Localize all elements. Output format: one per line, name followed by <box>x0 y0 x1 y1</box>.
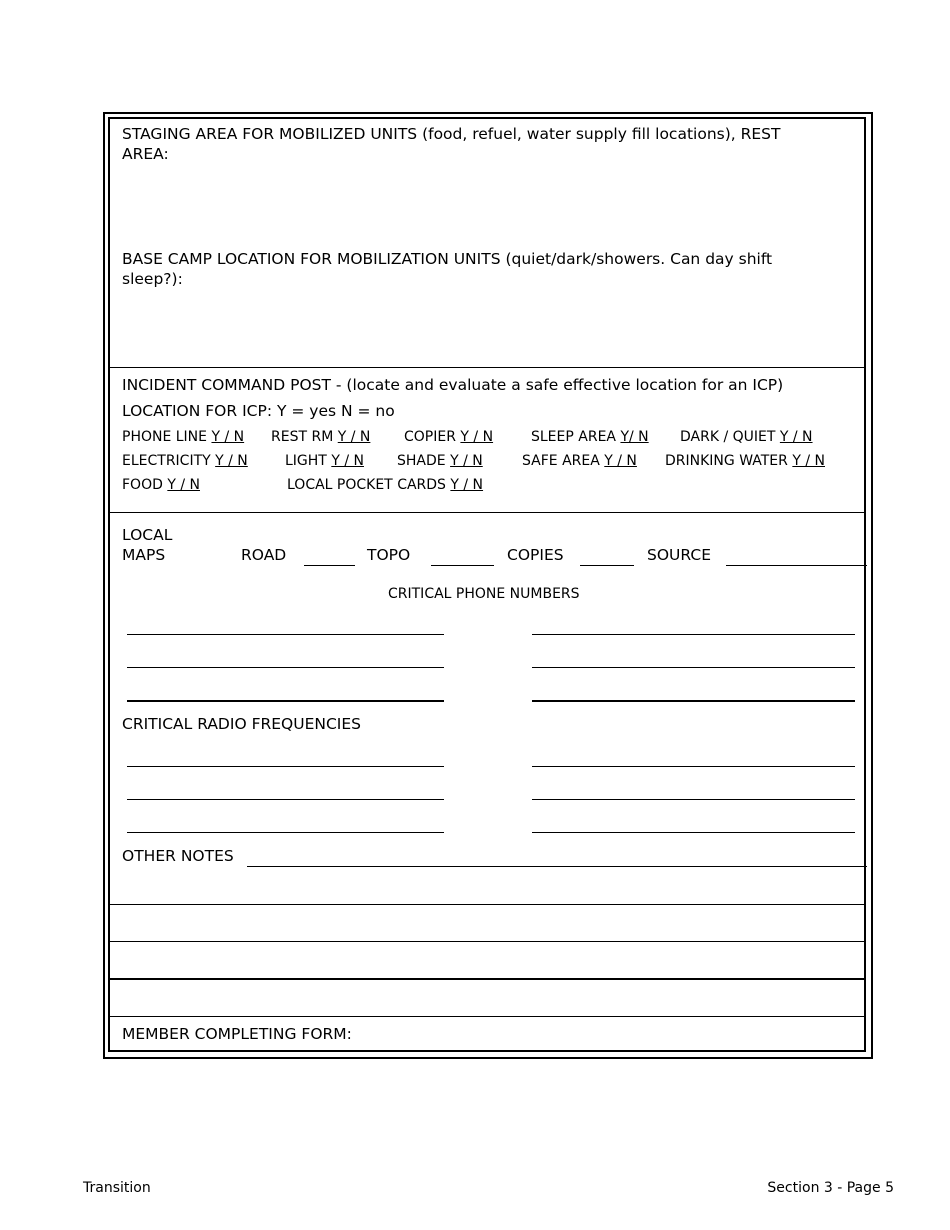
icp-title: INCIDENT COMMAND POST - (locate and evaluate a safe effective location for an ICP) <box>122 376 784 394</box>
yes-no-field[interactable]: Y / N <box>450 477 484 493</box>
local-maps-label-line2: MAPS <box>122 546 166 564</box>
icp-item-light: LIGHT Y / N <box>285 453 364 469</box>
icp-item-safe-area: SAFE AREA Y / N <box>522 453 637 469</box>
radio-frequency-line[interactable] <box>532 766 855 767</box>
radio-frequency-line[interactable] <box>532 799 855 800</box>
icp-item-dark-quiet: DARK / QUIET Y / N <box>680 429 813 445</box>
icp-item-sleep-area: SLEEP AREA Y/ N <box>531 429 649 445</box>
member-completing-form-label: MEMBER COMPLETING FORM: <box>122 1025 352 1043</box>
staging-area-label-cont: AREA: <box>122 145 169 163</box>
notes-row-line[interactable] <box>110 904 866 905</box>
yes-no-field[interactable]: Y / N <box>167 477 200 493</box>
staging-area-label: STAGING AREA FOR MOBILIZED UNITS (food, refuel, water supply fill locations), REST <box>122 125 781 143</box>
yes-no-field[interactable]: Y / N <box>450 453 483 469</box>
copies-input-line[interactable] <box>580 565 634 566</box>
yes-no-field[interactable]: Y / N <box>779 429 813 445</box>
topo-input-line[interactable] <box>431 565 494 566</box>
icp-item-drinking-water: DRINKING WATER Y / N <box>665 453 825 469</box>
critical-phone-numbers-title: CRITICAL PHONE NUMBERS <box>388 586 580 602</box>
other-notes-label: OTHER NOTES <box>122 847 234 865</box>
phone-number-line[interactable] <box>127 667 444 668</box>
phone-number-line[interactable] <box>532 667 855 668</box>
other-notes-line[interactable] <box>247 866 867 867</box>
road-input-line[interactable] <box>304 565 355 566</box>
yes-no-field[interactable]: Y / N <box>460 429 494 445</box>
icp-item-food: FOOD Y / N <box>122 477 200 493</box>
yes-no-field[interactable]: Y / N <box>792 453 825 469</box>
copies-label: COPIES <box>507 546 564 564</box>
base-camp-label: BASE CAMP LOCATION FOR MOBILIZATION UNITS (quiet/dark/showers. Can day shift <box>122 250 773 268</box>
local-maps-label-line1: LOCAL <box>122 526 173 544</box>
footer-left: Transition <box>83 1180 151 1196</box>
icp-item-rest-room: REST RM Y / N <box>271 429 371 445</box>
base-camp-label-cont: sleep?): <box>122 270 183 288</box>
notes-row-line[interactable] <box>110 941 866 942</box>
radio-frequency-line[interactable] <box>127 766 444 767</box>
phone-number-line[interactable] <box>532 700 855 702</box>
section-divider <box>110 367 866 368</box>
icp-item-local-pocket-cards: LOCAL POCKET CARDS Y / N <box>287 477 484 493</box>
footer-page-number: Section 3 - Page 5 <box>767 1180 894 1196</box>
yes-no-field[interactable]: Y / N <box>211 429 245 445</box>
topo-label: TOPO <box>367 546 411 564</box>
icp-item-electricity: ELECTRICITY Y / N <box>122 453 248 469</box>
source-input-line[interactable] <box>726 565 867 566</box>
yes-no-field[interactable]: Y / N <box>604 453 637 469</box>
phone-number-line[interactable] <box>127 700 444 702</box>
notes-row-line[interactable] <box>110 978 866 980</box>
source-label: SOURCE <box>647 546 711 564</box>
icp-item-copier: COPIER Y / N <box>404 429 494 445</box>
yes-no-field[interactable]: Y / N <box>337 429 371 445</box>
icp-item-shade: SHADE Y / N <box>397 453 483 469</box>
radio-frequency-line[interactable] <box>127 832 444 833</box>
section-divider <box>110 512 866 513</box>
phone-number-line[interactable] <box>532 634 855 635</box>
icp-location-label: LOCATION FOR ICP: Y = yes N = no <box>122 402 395 420</box>
yes-no-field[interactable]: Y/ N <box>620 429 649 445</box>
phone-number-line[interactable] <box>127 634 444 635</box>
yes-no-field[interactable]: Y / N <box>331 453 364 469</box>
road-label: ROAD <box>241 546 287 564</box>
radio-frequency-line[interactable] <box>127 799 444 800</box>
notes-row-line[interactable] <box>110 1016 866 1017</box>
icp-item-phone-line: PHONE LINE Y / N <box>122 429 245 445</box>
yes-no-field[interactable]: Y / N <box>215 453 248 469</box>
critical-radio-frequencies-title: CRITICAL RADIO FREQUENCIES <box>122 715 362 733</box>
radio-frequency-line[interactable] <box>532 832 855 833</box>
